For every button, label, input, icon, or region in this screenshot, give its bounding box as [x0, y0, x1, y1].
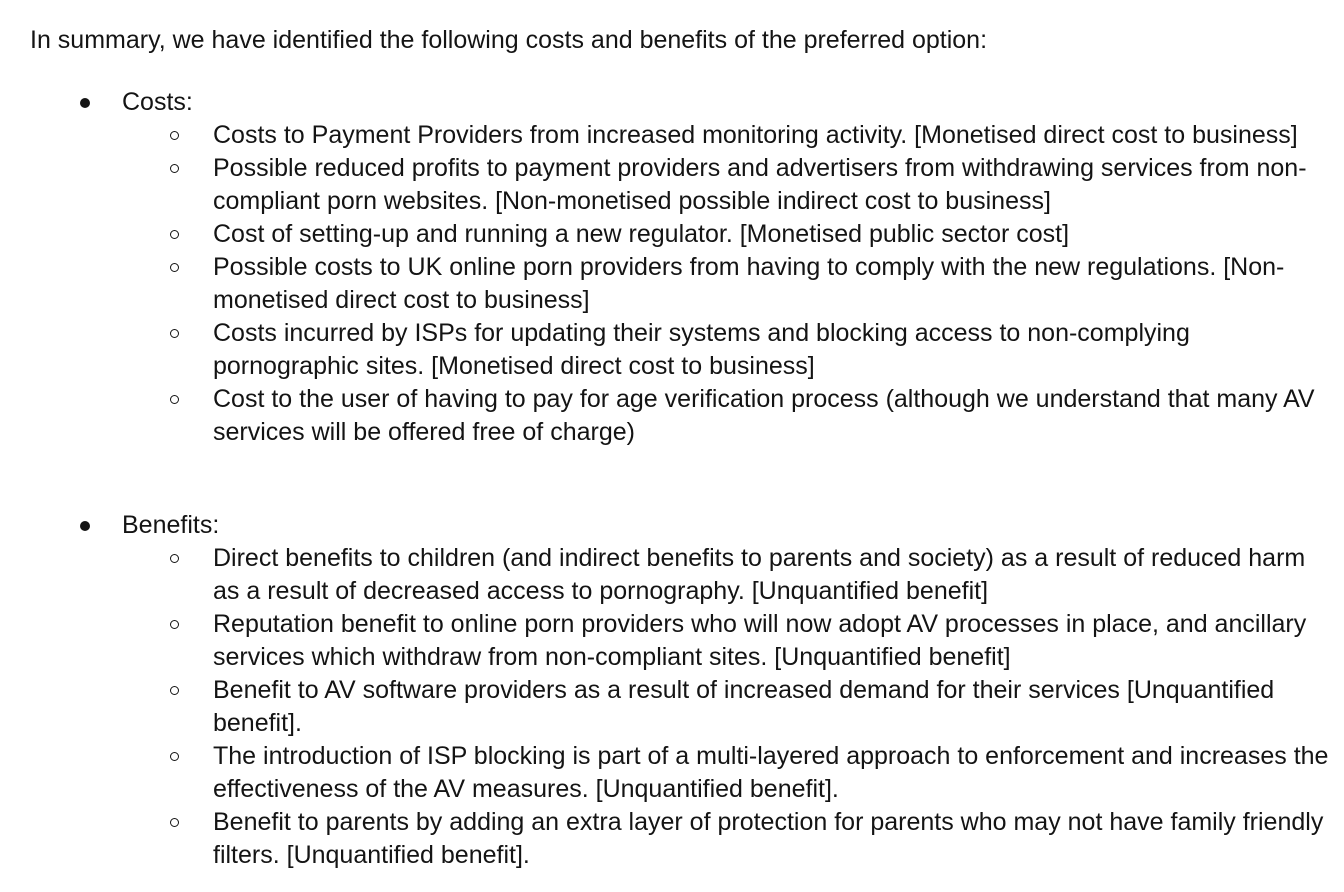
list-item-text: Reputation benefit to online porn providers who will now adopt AV processes in place, and ancillary services which withdraw from non-compliant sites. [Unquantified benefit] — [213, 610, 1307, 671]
costs-label: Costs: — [122, 88, 193, 116]
bullet-circle-icon — [170, 329, 179, 338]
list-item-text: Possible reduced profits to payment providers and advertisers from withdrawing services from non-compliant porn websites. [Non-monetised possible indirect cost to business] — [213, 154, 1307, 215]
bullet-circle-icon — [170, 752, 179, 761]
benefits-section — [0, 509, 1344, 872]
list-item-text: Benefit to parents by adding an extra layer of protection for parents who may not have family friendly filters. [Unquantified benefit]. — [213, 808, 1324, 869]
list-item — [0, 740, 1333, 806]
costs-list — [0, 119, 1344, 449]
costs-section — [0, 86, 1344, 449]
bullet-disc-icon — [80, 98, 90, 108]
bullet-circle-icon — [170, 131, 179, 140]
list-item — [0, 806, 1333, 872]
list-item-text: Costs to Payment Providers from increased monitoring activity. [Monetised direct cost to business] — [213, 121, 1298, 149]
bullet-circle-icon — [170, 554, 179, 563]
list-item — [0, 542, 1333, 608]
benefits-label: Benefits: — [122, 511, 220, 539]
list-item — [0, 119, 1333, 152]
bullet-circle-icon — [170, 620, 179, 629]
bullet-circle-icon — [170, 263, 179, 272]
list-item-text: The introduction of ISP blocking is part of a multi-layered approach to enforcement and increases the effectiveness of the AV measures. [Unquantified benefit]. — [213, 742, 1329, 803]
list-item — [0, 317, 1333, 383]
bullet-disc-icon — [80, 521, 90, 531]
bullet-circle-icon — [170, 395, 179, 404]
list-item-text: Costs incurred by ISPs for updating their systems and blocking access to non-complying pornographic sites. [Monetised direct cost to business] — [213, 319, 1190, 380]
benefits-list — [0, 542, 1344, 872]
list-item — [0, 218, 1333, 251]
list-item-text: Cost of setting-up and running a new regulator. [Monetised public sector cost] — [213, 220, 1070, 248]
list-item — [0, 674, 1333, 740]
list-item-text: Possible costs to UK online porn providers from having to comply with the new regulations. [Non-monetised direct cost to business] — [213, 253, 1285, 314]
list-item — [0, 251, 1333, 317]
list-item-text: Direct benefits to children (and indirect benefits to parents and society) as a result of reduced harm as a result of decreased access to pornography. [Unquantified benefit] — [213, 544, 1306, 605]
benefits-heading — [0, 509, 1344, 542]
bullet-circle-icon — [170, 818, 179, 827]
bullet-circle-icon — [170, 164, 179, 173]
bullet-circle-icon — [170, 230, 179, 239]
list-item-text: Cost to the user of having to pay for age verification process (although we understand that many AV services will be offered free of charge) — [213, 385, 1315, 446]
list-item — [0, 152, 1333, 218]
list-item — [0, 383, 1333, 449]
list-item — [0, 608, 1333, 674]
costs-heading — [0, 86, 1344, 119]
list-item-text: Benefit to AV software providers as a result of increased demand for their services [Unquantified benefit]. — [213, 676, 1275, 737]
intro-paragraph: In summary, we have identified the following costs and benefits of the preferred option: — [30, 26, 988, 54]
bullet-circle-icon — [170, 686, 179, 695]
